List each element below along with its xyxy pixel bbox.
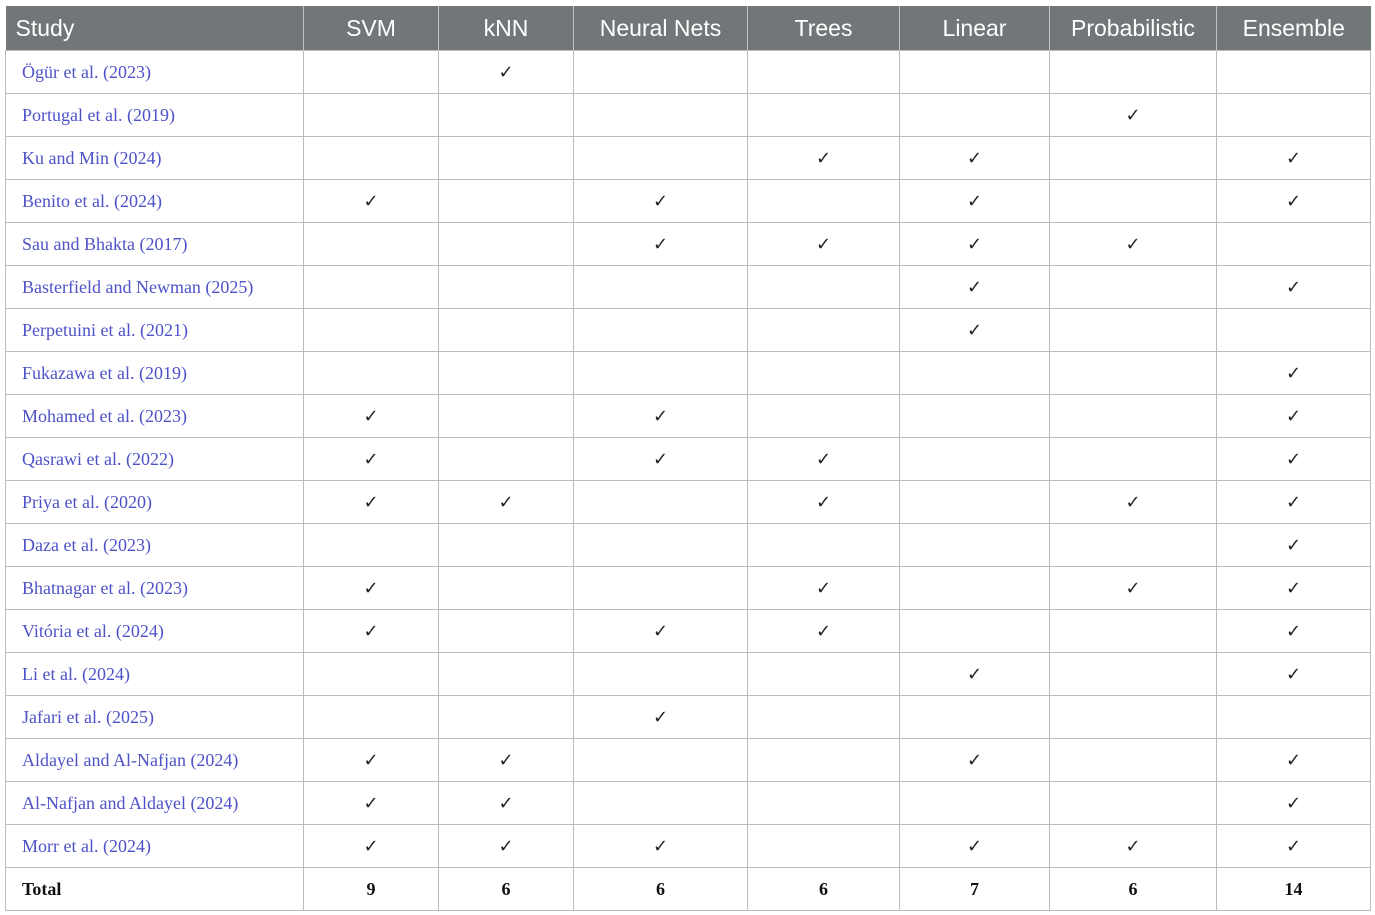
total-value: 6: [1050, 868, 1217, 911]
empty-cell: [574, 739, 748, 782]
empty-cell: [1050, 782, 1217, 825]
empty-cell: [900, 94, 1050, 137]
check-mark-icon: [1217, 137, 1371, 180]
empty-cell: [304, 352, 439, 395]
table-row: [6, 266, 1371, 309]
check-mark-icon: [900, 739, 1050, 782]
study-link[interactable]: Al-Nafjan and Aldayel (2024): [6, 782, 304, 825]
empty-cell: [574, 481, 748, 524]
check-mark-icon: [1050, 567, 1217, 610]
table-row: [6, 395, 1371, 438]
empty-cell: [900, 696, 1050, 739]
empty-cell: [1217, 309, 1371, 352]
empty-cell: [900, 524, 1050, 567]
empty-cell: [574, 352, 748, 395]
check-mark-icon: [748, 481, 900, 524]
empty-cell: [1050, 610, 1217, 653]
empty-cell: [574, 567, 748, 610]
empty-cell: [1050, 524, 1217, 567]
table-row: [6, 309, 1371, 352]
empty-cell: [439, 610, 574, 653]
table-row: [6, 51, 1371, 94]
check-mark-icon: [1217, 782, 1371, 825]
empty-cell: [439, 180, 574, 223]
header-probabilistic: Probabilistic: [1050, 6, 1217, 51]
table-row: [6, 180, 1371, 223]
empty-cell: [1050, 696, 1217, 739]
total-value: 6: [439, 868, 574, 911]
header-knn: kNN: [439, 6, 574, 51]
table-row: [6, 438, 1371, 481]
table-row: [6, 524, 1371, 567]
empty-cell: [748, 395, 900, 438]
empty-cell: [439, 94, 574, 137]
check-mark-icon: [439, 825, 574, 868]
empty-cell: [748, 51, 900, 94]
empty-cell: [439, 309, 574, 352]
empty-cell: [574, 51, 748, 94]
check-mark-icon: [748, 223, 900, 266]
study-link[interactable]: Priya et al. (2020): [6, 481, 304, 524]
empty-cell: [574, 94, 748, 137]
empty-cell: [1050, 739, 1217, 782]
empty-cell: [748, 309, 900, 352]
check-mark-icon: [900, 309, 1050, 352]
study-link[interactable]: Daza et al. (2023): [6, 524, 304, 567]
empty-cell: [748, 739, 900, 782]
empty-cell: [748, 825, 900, 868]
empty-cell: [900, 782, 1050, 825]
check-mark-icon: [900, 653, 1050, 696]
empty-cell: [1217, 223, 1371, 266]
check-mark-icon: [748, 137, 900, 180]
empty-cell: [574, 782, 748, 825]
check-mark-icon: [439, 481, 574, 524]
check-mark-icon: [574, 696, 748, 739]
empty-cell: [900, 567, 1050, 610]
empty-cell: [574, 309, 748, 352]
total-value: 6: [748, 868, 900, 911]
check-mark-icon: [1217, 653, 1371, 696]
check-mark-icon: [1217, 825, 1371, 868]
check-mark-icon: [439, 739, 574, 782]
empty-cell: [900, 51, 1050, 94]
study-link[interactable]: Sau and Bhakta (2017): [6, 223, 304, 266]
table-row: [6, 696, 1371, 739]
empty-cell: [1050, 51, 1217, 94]
empty-cell: [748, 352, 900, 395]
empty-cell: [1050, 352, 1217, 395]
study-link[interactable]: Mohamed et al. (2023): [6, 395, 304, 438]
check-mark-icon: [304, 567, 439, 610]
empty-cell: [439, 438, 574, 481]
check-mark-icon: [574, 825, 748, 868]
check-mark-icon: [1217, 395, 1371, 438]
empty-cell: [1050, 180, 1217, 223]
empty-cell: [439, 696, 574, 739]
empty-cell: [1217, 51, 1371, 94]
table-row: [6, 610, 1371, 653]
study-link[interactable]: Perpetuini et al. (2021): [6, 309, 304, 352]
check-mark-icon: [748, 610, 900, 653]
check-mark-icon: [574, 223, 748, 266]
empty-cell: [439, 352, 574, 395]
empty-cell: [1217, 696, 1371, 739]
check-mark-icon: [304, 481, 439, 524]
check-mark-icon: [304, 610, 439, 653]
empty-cell: [1050, 395, 1217, 438]
check-mark-icon: [439, 51, 574, 94]
empty-cell: [439, 567, 574, 610]
empty-cell: [1050, 653, 1217, 696]
table-row: [6, 223, 1371, 266]
empty-cell: [748, 266, 900, 309]
header-ensemble: Ensemble: [1217, 6, 1371, 51]
header-linear: Linear: [900, 6, 1050, 51]
empty-cell: [439, 524, 574, 567]
table-row: [6, 94, 1371, 137]
header-svm: SVM: [304, 6, 439, 51]
study-link[interactable]: Ku and Min (2024): [6, 137, 304, 180]
check-mark-icon: [900, 223, 1050, 266]
study-link[interactable]: Portugal et al. (2019): [6, 94, 304, 137]
empty-cell: [748, 180, 900, 223]
study-link[interactable]: Li et al. (2024): [6, 653, 304, 696]
header-row: [6, 6, 1371, 51]
check-mark-icon: [1050, 223, 1217, 266]
empty-cell: [304, 653, 439, 696]
check-mark-icon: [574, 438, 748, 481]
empty-cell: [304, 94, 439, 137]
empty-cell: [748, 696, 900, 739]
table-row: [6, 739, 1371, 782]
table-row: [6, 653, 1371, 696]
empty-cell: [1217, 94, 1371, 137]
check-mark-icon: [304, 180, 439, 223]
empty-cell: [574, 524, 748, 567]
check-mark-icon: [1050, 94, 1217, 137]
check-mark-icon: [574, 180, 748, 223]
empty-cell: [304, 137, 439, 180]
ml-methods-table: [5, 6, 1371, 911]
study-link[interactable]: Bhatnagar et al. (2023): [6, 567, 304, 610]
check-mark-icon: [1217, 567, 1371, 610]
total-value: 14: [1217, 868, 1371, 911]
check-mark-icon: [900, 180, 1050, 223]
check-mark-icon: [304, 395, 439, 438]
check-mark-icon: [304, 782, 439, 825]
check-mark-icon: [1217, 266, 1371, 309]
empty-cell: [1050, 309, 1217, 352]
empty-cell: [439, 137, 574, 180]
empty-cell: [748, 94, 900, 137]
empty-cell: [574, 653, 748, 696]
study-link[interactable]: Fukazawa et al. (2019): [6, 352, 304, 395]
empty-cell: [439, 223, 574, 266]
check-mark-icon: [1217, 438, 1371, 481]
check-mark-icon: [900, 825, 1050, 868]
study-link[interactable]: Qasrawi et al. (2022): [6, 438, 304, 481]
total-value: 9: [304, 868, 439, 911]
study-link[interactable]: Basterfield and Newman (2025): [6, 266, 304, 309]
empty-cell: [748, 782, 900, 825]
empty-cell: [1050, 137, 1217, 180]
check-mark-icon: [748, 438, 900, 481]
empty-cell: [304, 696, 439, 739]
check-mark-icon: [304, 825, 439, 868]
study-link[interactable]: Vitória et al. (2024): [6, 610, 304, 653]
empty-cell: [304, 524, 439, 567]
table-row: [6, 137, 1371, 180]
check-mark-icon: [1217, 524, 1371, 567]
empty-cell: [900, 610, 1050, 653]
total-value: 7: [900, 868, 1050, 911]
empty-cell: [748, 524, 900, 567]
empty-cell: [439, 266, 574, 309]
empty-cell: [304, 309, 439, 352]
check-mark-icon: [1217, 739, 1371, 782]
empty-cell: [574, 137, 748, 180]
empty-cell: [900, 481, 1050, 524]
check-mark-icon: [1050, 825, 1217, 868]
check-mark-icon: [1217, 610, 1371, 653]
check-mark-icon: [304, 739, 439, 782]
study-link[interactable]: Morr et al. (2024): [6, 825, 304, 868]
total-label: Total: [6, 868, 304, 911]
empty-cell: [304, 223, 439, 266]
empty-cell: [1050, 438, 1217, 481]
total-value: 6: [574, 868, 748, 911]
study-link[interactable]: Benito et al. (2024): [6, 180, 304, 223]
study-link[interactable]: Jafari et al. (2025): [6, 696, 304, 739]
table-row: [6, 481, 1371, 524]
table-row: [6, 567, 1371, 610]
table-row: [6, 825, 1371, 868]
empty-cell: [304, 51, 439, 94]
check-mark-icon: [439, 782, 574, 825]
empty-cell: [304, 266, 439, 309]
check-mark-icon: [574, 610, 748, 653]
total-row: [6, 868, 1371, 911]
empty-cell: [900, 395, 1050, 438]
empty-cell: [439, 395, 574, 438]
check-mark-icon: [304, 438, 439, 481]
empty-cell: [748, 653, 900, 696]
table-row: [6, 782, 1371, 825]
check-mark-icon: [1217, 180, 1371, 223]
check-mark-icon: [900, 266, 1050, 309]
empty-cell: [439, 653, 574, 696]
header-trees: Trees: [748, 6, 900, 51]
study-link[interactable]: Aldayel and Al-Nafjan (2024): [6, 739, 304, 782]
check-mark-icon: [900, 137, 1050, 180]
empty-cell: [1050, 266, 1217, 309]
empty-cell: [900, 438, 1050, 481]
empty-cell: [574, 266, 748, 309]
empty-cell: [900, 352, 1050, 395]
check-mark-icon: [748, 567, 900, 610]
study-link[interactable]: Ögür et al. (2023): [6, 51, 304, 94]
check-mark-icon: [574, 395, 748, 438]
check-mark-icon: [1050, 481, 1217, 524]
check-mark-icon: [1217, 481, 1371, 524]
table-row: [6, 352, 1371, 395]
header-study: Study: [6, 6, 304, 51]
check-mark-icon: [1217, 352, 1371, 395]
header-neural-nets: Neural Nets: [574, 6, 748, 51]
